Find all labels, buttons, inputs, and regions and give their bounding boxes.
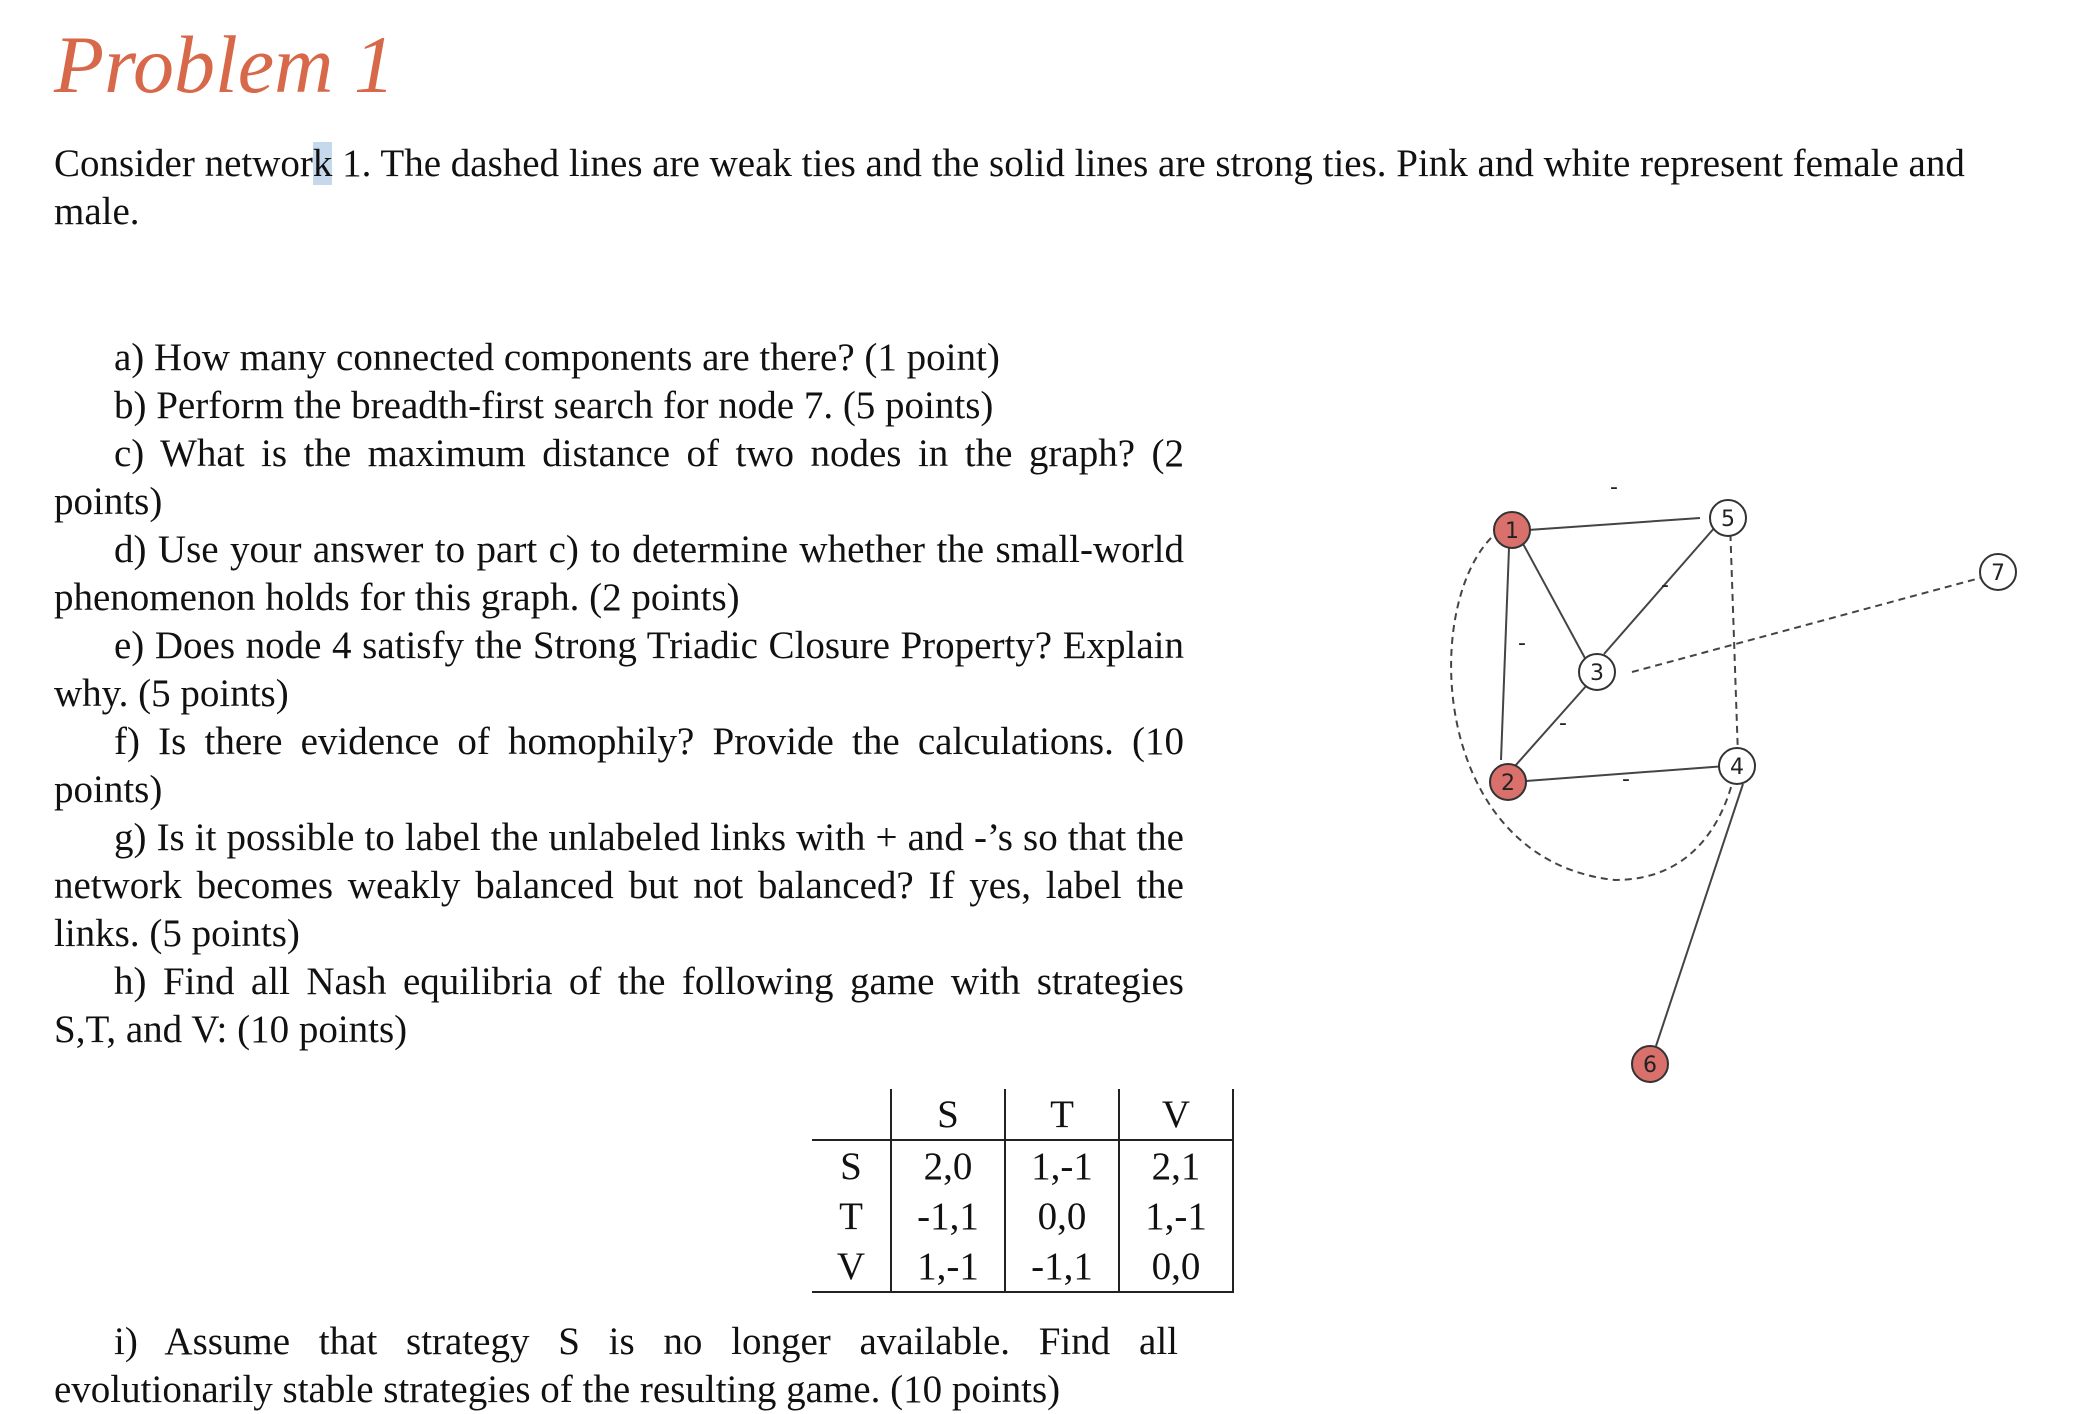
node-2 <box>1490 764 1526 800</box>
question-list <box>54 334 1184 1054</box>
question-h: h) Find all Nash equilibria of the following game with strategies S,T, and V: (10 points) <box>54 960 1184 1051</box>
question-b: b) Perform the breadth-first search for node 7. (5 points) <box>114 384 994 427</box>
payoff-row <box>812 1140 1233 1191</box>
edge-1-4 <box>1451 530 1734 880</box>
edge-sign-label: - <box>1661 573 1669 598</box>
question-i: i) Assume that strategy S is no longer available. Find all evolutionarily stable strategies of the resulting game. (10 points) <box>54 1320 1178 1411</box>
row-header: T <box>812 1191 891 1241</box>
problem-title: Problem 1 <box>54 19 395 110</box>
payoff-cell: 1,-1 <box>1005 1140 1119 1191</box>
node-5 <box>1710 500 1746 536</box>
edge-1-5 <box>1528 518 1700 530</box>
column-header: V <box>1119 1089 1233 1140</box>
question-d: d) Use your answer to part c) to determine whether the small-world phenomenon holds for this graph. (2 points) <box>54 528 1184 619</box>
edge-sign-label: - <box>1622 767 1630 792</box>
text-selection: k <box>312 142 333 185</box>
payoff-cell: -1,1 <box>1005 1241 1119 1292</box>
row-header: V <box>812 1241 891 1292</box>
payoff-header-row <box>812 1089 1233 1140</box>
node-7 <box>1980 554 2016 590</box>
node-label: 1 <box>1505 519 1519 544</box>
edge-2-3 <box>1515 685 1587 766</box>
question-a: a) How many connected components are there? (1 point) <box>114 336 1000 379</box>
payoff-row <box>812 1191 1233 1241</box>
payoff-cell: 2,1 <box>1119 1140 1233 1191</box>
question-e: e) Does node 4 satisfy the Strong Triadic Closure Property? Explain why. (5 points) <box>54 624 1184 715</box>
payoff-cell: -1,1 <box>891 1191 1005 1241</box>
network-diagram <box>1400 440 2020 1130</box>
edge-sign-label: - <box>1518 631 1526 656</box>
payoff-cell: 0,0 <box>1005 1191 1119 1241</box>
node-label: 2 <box>1501 771 1515 796</box>
intro-text-start: Consider networ <box>54 142 313 185</box>
node-label: 3 <box>1590 661 1604 686</box>
column-header: T <box>1005 1089 1119 1140</box>
row-header: S <box>812 1140 891 1191</box>
intro-paragraph <box>54 140 2014 236</box>
question-f: f) Is there evidence of homophily? Provide the calculations. (10 points) <box>54 720 1184 811</box>
edge-sign-label: - <box>1610 475 1618 500</box>
node-label: 7 <box>1991 561 2005 586</box>
node-4 <box>1719 748 1755 784</box>
edge-1-3 <box>1521 540 1586 660</box>
question-g: g) Is it possible to label the unlabeled links with + and -’s so that the network becomes weakly balanced but not balanced? If yes, label the links. (5 points) <box>54 816 1184 955</box>
edge-3-7 <box>1632 578 1980 672</box>
node-label: 4 <box>1730 755 1744 780</box>
payoff-corner-cell <box>812 1089 891 1140</box>
edge-sign-label: - <box>1559 711 1567 736</box>
edge-3-5 <box>1604 526 1716 654</box>
node-6 <box>1632 1046 1668 1082</box>
edge-4-6 <box>1656 784 1743 1046</box>
payoff-table <box>812 1089 1234 1293</box>
edge-5-4 <box>1730 522 1738 756</box>
payoff-cell: 1,-1 <box>891 1241 1005 1292</box>
node-label: 5 <box>1721 507 1735 532</box>
edge-1-2 <box>1501 548 1509 760</box>
payoff-row <box>812 1241 1233 1292</box>
payoff-cell: 0,0 <box>1119 1241 1233 1292</box>
payoff-cell: 2,0 <box>891 1140 1005 1191</box>
intro-text-end: 1. The dashed lines are weak ties and the solid lines are strong ties. Pink and white represent female and male. <box>54 142 1965 233</box>
question-c: c) What is the maximum distance of two nodes in the graph? (2 points) <box>54 432 1184 523</box>
node-label: 6 <box>1643 1053 1657 1078</box>
node-3 <box>1579 654 1615 690</box>
column-header: S <box>891 1089 1005 1140</box>
node-1 <box>1494 512 1530 548</box>
payoff-cell: 1,-1 <box>1119 1191 1233 1241</box>
